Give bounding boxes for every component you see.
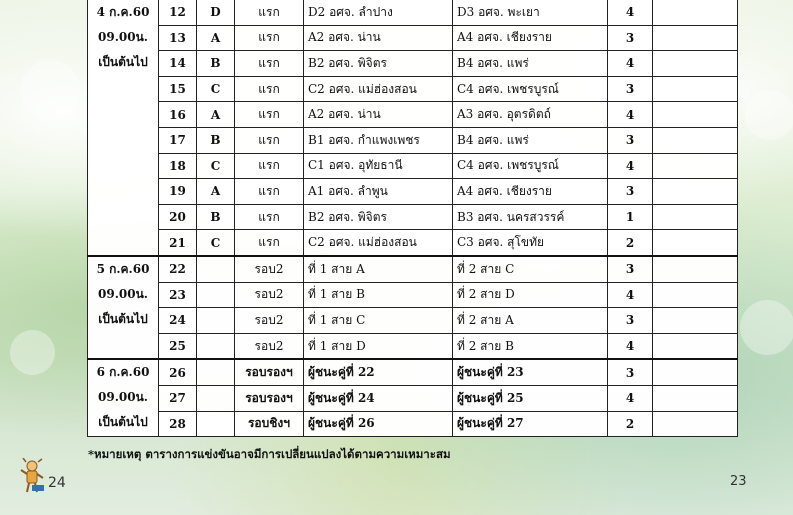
table-row [88, 204, 738, 230]
team2-cell: B4 อศจ. แพร่ [453, 51, 608, 77]
field-cell: 3 [608, 256, 653, 282]
date-line: เป็นต้นไป [98, 415, 148, 430]
team1-cell: C2 อศจ. แม่ฮ่องสอน [304, 76, 453, 102]
table-row [88, 333, 738, 359]
table-row [88, 127, 738, 153]
blank-cell [653, 127, 738, 153]
match-number: 27 [159, 385, 197, 411]
date-line: 09.00น. [98, 286, 148, 301]
team2-cell: A4 อศจ. เชียงราย [453, 179, 608, 205]
round-cell: รอบ2 [235, 308, 304, 334]
match-number: 26 [159, 359, 197, 385]
blank-cell [653, 179, 738, 205]
team1-cell: ที่ 1 สาย A [304, 256, 453, 282]
match-number: 24 [159, 308, 197, 334]
page-number-left: 24 [48, 475, 66, 491]
round-cell: แรก [235, 0, 304, 25]
match-number: 20 [159, 204, 197, 230]
round-cell: แรก [235, 204, 304, 230]
round-cell: แรก [235, 76, 304, 102]
group-cell [197, 308, 235, 334]
team1-cell: ที่ 1 สาย D [304, 333, 453, 359]
field-cell: 1 [608, 204, 653, 230]
team2-cell: ที่ 2 สาย B [453, 333, 608, 359]
table-row [88, 51, 738, 77]
field-cell: 4 [608, 333, 653, 359]
match-number: 23 [159, 282, 197, 308]
blank-cell [653, 102, 738, 128]
team2-cell: ผู้ชนะคู่ที่ 25 [453, 385, 608, 411]
match-number: 17 [159, 127, 197, 153]
team2-cell: ที่ 2 สาย A [453, 308, 608, 334]
date-line: 4 ก.ค.60 [96, 5, 150, 19]
group-cell: A [197, 179, 235, 205]
blank-cell [653, 385, 738, 411]
match-number: 19 [159, 179, 197, 205]
table-row [88, 76, 738, 102]
round-cell: รอบ2 [235, 282, 304, 308]
group-cell: B [197, 51, 235, 77]
team2-cell: B3 อศจ. นครสวรรค์ [453, 204, 608, 230]
date-line: เป็นต้นไป [98, 311, 148, 326]
blank-cell [653, 25, 738, 51]
blank-cell [653, 230, 738, 256]
match-number: 14 [159, 51, 197, 77]
blank-cell [653, 204, 738, 230]
round-cell: รอบชิงฯ [235, 411, 304, 437]
blank-cell [653, 308, 738, 334]
team2-cell: ผู้ชนะคู่ที่ 23 [453, 359, 608, 385]
field-cell: 3 [608, 359, 653, 385]
team1-cell: A1 อศจ. ลำพูน [304, 179, 453, 205]
field-cell: 3 [608, 127, 653, 153]
team2-cell: C3 อศจ. สุโขทัย [453, 230, 608, 256]
field-cell: 3 [608, 76, 653, 102]
table-row [88, 308, 738, 334]
team1-cell: ผู้ชนะคู่ที่ 24 [304, 385, 453, 411]
table-row [88, 179, 738, 205]
team1-cell: B2 อศจ. พิจิตร [304, 51, 453, 77]
field-cell: 2 [608, 230, 653, 256]
blank-cell [653, 359, 738, 385]
team2-cell: B4 อศจ. แพร่ [453, 127, 608, 153]
field-cell: 4 [608, 282, 653, 308]
date-line: 09.00น. [98, 30, 148, 44]
team1-cell: ที่ 1 สาย C [304, 308, 453, 334]
mascot-icon [20, 458, 48, 494]
group-cell: A [197, 102, 235, 128]
round-cell: แรก [235, 153, 304, 179]
table-row [88, 0, 738, 25]
match-number: 16 [159, 102, 197, 128]
date-line: เป็นต้นไป [98, 55, 148, 69]
round-cell: แรก [235, 127, 304, 153]
field-cell: 3 [608, 179, 653, 205]
blank-cell [653, 333, 738, 359]
group-cell [197, 359, 235, 385]
team1-cell: A2 อศจ. น่าน [304, 25, 453, 51]
group-cell [197, 333, 235, 359]
group-cell [197, 256, 235, 282]
table-row [88, 256, 738, 282]
table-row [88, 411, 738, 437]
team2-cell: ที่ 2 สาย D [453, 282, 608, 308]
team2-cell: ผู้ชนะคู่ที่ 27 [453, 411, 608, 437]
page-number-right: 23 [730, 474, 747, 489]
team1-cell: ที่ 1 สาย B [304, 282, 453, 308]
field-cell: 3 [608, 308, 653, 334]
team2-cell: A4 อศจ. เชียงราย [453, 25, 608, 51]
match-schedule-table [87, 0, 738, 437]
date-line: 6 ก.ค.60 [96, 365, 150, 380]
table-row [88, 153, 738, 179]
team1-cell: A2 อศจ. น่าน [304, 102, 453, 128]
match-number: 18 [159, 153, 197, 179]
field-cell: 4 [608, 153, 653, 179]
group-cell: A [197, 25, 235, 51]
match-number: 22 [159, 256, 197, 282]
round-cell: รอบ2 [235, 333, 304, 359]
round-cell: แรก [235, 230, 304, 256]
table-row [88, 25, 738, 51]
match-number: 15 [159, 76, 197, 102]
team1-cell: ผู้ชนะคู่ที่ 26 [304, 411, 453, 437]
field-cell: 4 [608, 385, 653, 411]
date-cell [88, 0, 159, 256]
team1-cell: B2 อศจ. พิจิตร [304, 204, 453, 230]
match-number: 13 [159, 25, 197, 51]
group-cell [197, 385, 235, 411]
group-cell: D [197, 0, 235, 25]
group-cell: C [197, 76, 235, 102]
blank-cell [653, 411, 738, 437]
table-row [88, 282, 738, 308]
field-cell: 3 [608, 25, 653, 51]
team2-cell: C4 อศจ. เพชรบูรณ์ [453, 153, 608, 179]
match-number: 12 [159, 0, 197, 25]
table-row [88, 385, 738, 411]
field-cell: 4 [608, 51, 653, 77]
match-number: 28 [159, 411, 197, 437]
team2-cell: C4 อศจ. เพชรบูรณ์ [453, 76, 608, 102]
blank-cell [653, 51, 738, 77]
group-cell: B [197, 127, 235, 153]
team1-cell: C2 อศจ. แม่ฮ่องสอน [304, 230, 453, 256]
field-cell: 4 [608, 0, 653, 25]
round-cell: แรก [235, 179, 304, 205]
group-cell [197, 282, 235, 308]
round-cell: รอบรองฯ [235, 359, 304, 385]
team2-cell: D3 อศจ. พะเยา [453, 0, 608, 25]
blank-cell [653, 153, 738, 179]
round-cell: แรก [235, 25, 304, 51]
match-number: 25 [159, 333, 197, 359]
round-cell: แรก [235, 102, 304, 128]
field-cell: 4 [608, 102, 653, 128]
group-cell [197, 411, 235, 437]
date-line: 5 ก.ค.60 [96, 261, 150, 276]
date-line: 09.00น. [98, 390, 148, 405]
group-cell: B [197, 204, 235, 230]
remark-note: *หมายเหตุ ตารางการแข่งขันอาจมีการเปลี่ยนแปลงได้ตามความเหมาะสม [88, 447, 451, 461]
date-cell [88, 359, 159, 436]
field-cell: 2 [608, 411, 653, 437]
date-cell [88, 256, 159, 359]
table-row [88, 359, 738, 385]
table-row [88, 230, 738, 256]
group-cell: C [197, 230, 235, 256]
round-cell: แรก [235, 51, 304, 77]
round-cell: รอบ2 [235, 256, 304, 282]
team1-cell: B1 อศจ. กำแพงเพชร [304, 127, 453, 153]
team1-cell: ผู้ชนะคู่ที่ 22 [304, 359, 453, 385]
team2-cell: A3 อศจ. อุตรดิตถ์ [453, 102, 608, 128]
blank-cell [653, 0, 738, 25]
match-number: 21 [159, 230, 197, 256]
blank-cell [653, 282, 738, 308]
team2-cell: ที่ 2 สาย C [453, 256, 608, 282]
round-cell: รอบรองฯ [235, 385, 304, 411]
team1-cell: C1 อศจ. อุทัยธานี [304, 153, 453, 179]
team1-cell: D2 อศจ. ลำปาง [304, 0, 453, 25]
blank-cell [653, 76, 738, 102]
blank-cell [653, 256, 738, 282]
group-cell: C [197, 153, 235, 179]
table-row [88, 102, 738, 128]
